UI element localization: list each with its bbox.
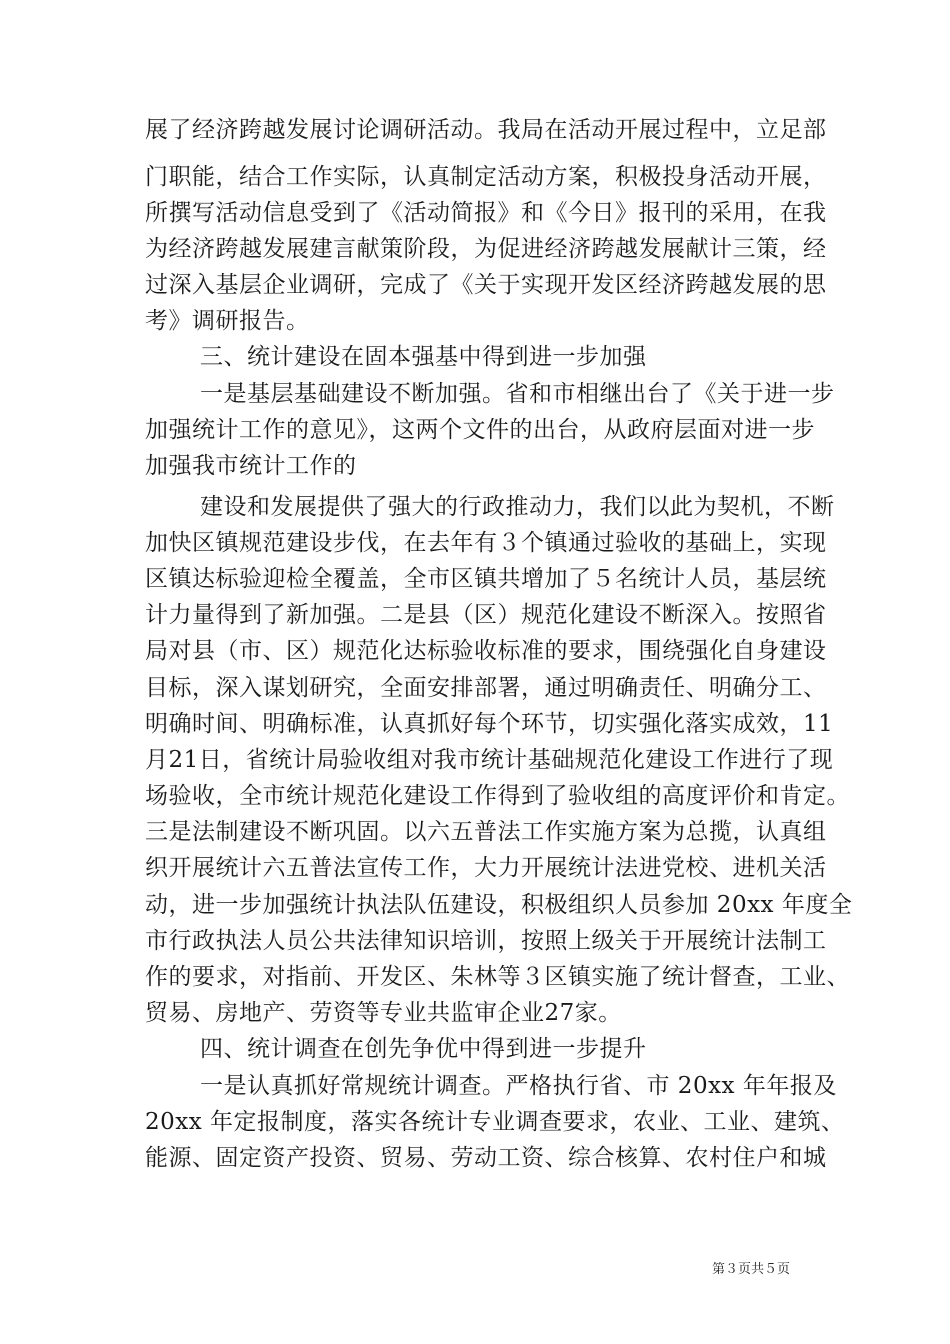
body-line: 一是认真抓好常规统计调查。严格执行省、市 20xx 年年报及 (200, 1073, 837, 1099)
body-line: 门职能，结合工作实际，认真制定活动方案，积极投身活动开展， (145, 164, 827, 190)
section-heading: 三、统计建设在固本强基中得到进一步加强 (200, 344, 647, 370)
body-line: 织开展统计六五普法宣传工作，大力开展统计法进党校、进机关活 (145, 855, 827, 881)
body-line: 能源、固定资产投资、贸易、劳动工资、综合核算、农村住户和城 (145, 1145, 827, 1171)
body-line: 作的要求，对指前、开发区、朱林等３区镇实施了统计督查，工业、 (145, 964, 850, 990)
body-line: 20xx 年定报制度，落实各统计专业调查要求，农业、工业、建筑、 (145, 1109, 845, 1135)
body-line: 目标，深入谋划研究，全面安排部署，通过明确责任、明确分工、 (145, 675, 827, 701)
body-line: 加强我市统计工作的 (145, 453, 357, 479)
body-line: 考》调研报告。 (145, 308, 310, 334)
body-line: 计力量得到了新加强。二是县（区）规范化建设不断深入。按照省 (145, 602, 827, 628)
body-line: 加强统计工作的意见》，这两个文件的出台，从政府层面对进一步 (145, 417, 815, 443)
body-line: 市行政执法人员公共法律知识培训，按照上级关于开展统计法制工 (145, 928, 827, 954)
body-line: 三是法制建设不断巩固。以六五普法工作实施方案为总揽，认真组 (145, 819, 827, 845)
body-line: 为经济跨越发展建言献策阶段，为促进经济跨越发展献计三策，经 (145, 236, 827, 262)
body-line: 展了经济跨越发展讨论调研活动。我局在活动开展过程中，立足部 (145, 117, 827, 143)
body-line: 一是基层基础建设不断加强。省和市相继出台了《关于进一步 (200, 381, 835, 407)
body-line: 加快区镇规范建设步伐，在去年有３个镇通过验收的基础上，实现 (145, 530, 827, 556)
body-line: 局对县（市、区）规范化达标验收标准的要求，围绕强化自身建设 (145, 638, 827, 664)
section-heading: 四、统计调查在创先争优中得到进一步提升 (200, 1036, 647, 1062)
body-line: 明确时间、明确标准，认真抓好每个环节，切实强化落实成效，11 (145, 711, 834, 737)
body-line: 月21日，省统计局验收组对我市统计基础规范化建设工作进行了现 (145, 747, 834, 773)
body-line: 动，进一步加强统计执法队伍建设，积极组织人员参加 20xx 年度全 (145, 892, 853, 918)
body-line: 场验收，全市统计规范化建设工作得到了验收组的高度评价和肯定。 (145, 783, 850, 809)
page-number: 第３页共５页 (712, 1262, 791, 1277)
body-line: 区镇达标验迎检全覆盖，全市区镇共增加了５名统计人员，基层统 (145, 566, 827, 592)
body-line: 过深入基层企业调研，完成了《关于实现开发区经济跨越发展的思 (145, 272, 827, 298)
body-line: 所撰写活动信息受到了《活动简报》和《今日》报刊的采用，在我 (145, 200, 827, 226)
body-line: 贸易、房地产、劳资等专业共监审企业27家。 (145, 1000, 622, 1026)
body-line: 建设和发展提供了强大的行政推动力，我们以此为契机，不断 (200, 494, 835, 520)
